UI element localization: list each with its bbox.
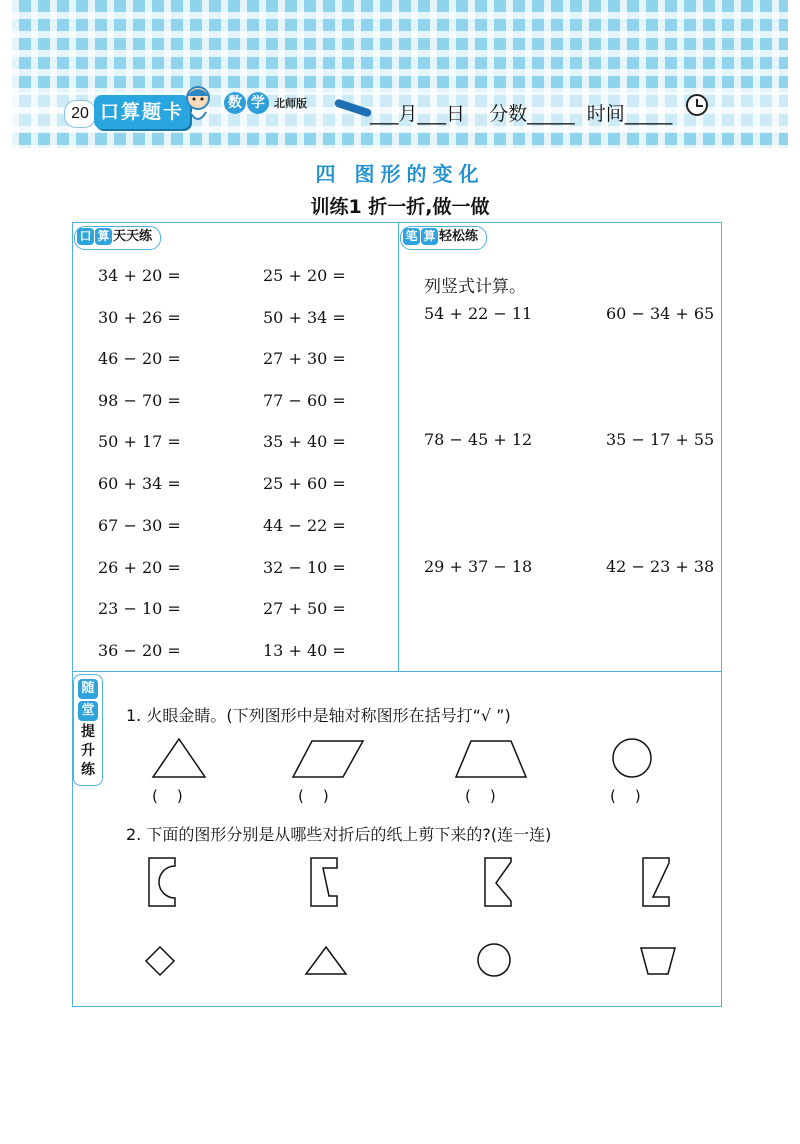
oral-equation: 50 + 34 = [263, 308, 346, 327]
practice-tag [73, 674, 103, 786]
written-problem: 42 − 23 + 38 [606, 557, 715, 576]
oral-equation: 30 + 26 = [98, 308, 181, 327]
half-triangle-cut-icon[interactable] [484, 857, 514, 907]
half-slant-cut-icon[interactable] [642, 857, 672, 907]
inverted-trapezoid-icon[interactable] [640, 947, 676, 975]
subject-char: 学 [247, 92, 269, 114]
oral-equation: 44 − 22 = [263, 516, 346, 535]
oral-equation: 46 − 20 = [98, 349, 181, 368]
oral-equation: 50 + 17 = [98, 432, 181, 451]
triangle-icon[interactable] [305, 946, 347, 976]
triangle-icon [152, 738, 206, 778]
written-practice-tag [400, 226, 487, 250]
written-problem: 35 − 17 + 55 [606, 430, 715, 449]
mascot-icon [180, 82, 216, 126]
written-instruction: 列竖式计算。 [424, 277, 526, 297]
oral-equation: 34 + 20 = [98, 266, 181, 285]
diamond-icon[interactable] [145, 946, 175, 976]
clock-icon [686, 94, 708, 116]
oral-equation: 25 + 60 = [263, 474, 346, 493]
section-title: 训练1 折一折,做一做 [310, 196, 490, 218]
tag-char: 练 [81, 762, 95, 778]
answer-parentheses[interactable]: ( ) [152, 787, 183, 805]
oral-equation: 36 − 20 = [98, 641, 181, 660]
tag-box-char: 随 [78, 679, 98, 699]
circle-icon[interactable] [477, 943, 511, 977]
answer-parentheses[interactable]: ( ) [610, 787, 641, 805]
tag-char: 提 [81, 724, 95, 740]
oral-equation: 25 + 20 = [263, 266, 346, 285]
answer-parentheses[interactable]: ( ) [465, 787, 496, 805]
oral-equation: 27 + 50 = [263, 599, 346, 618]
trapezoid-icon [455, 740, 527, 778]
oral-practice-tag [74, 226, 161, 250]
tag-box-char: 算 [421, 228, 438, 245]
half-circle-cut-icon[interactable] [148, 857, 178, 907]
oral-equation: 26 + 20 = [98, 558, 181, 577]
tag-box-char: 堂 [78, 701, 98, 721]
tag-box-char: 笔 [403, 228, 420, 245]
written-problem: 60 − 34 + 65 [606, 304, 715, 323]
question-2: 2. 下面的图形分别是从哪些对折后的纸上剪下来的?(连一连) [126, 825, 552, 844]
oral-equation: 77 − 60 = [263, 391, 346, 410]
circle-icon [612, 738, 652, 778]
oral-equation: 27 + 30 = [263, 349, 346, 368]
brand-badge: 口算题卡 [94, 95, 190, 129]
edition-label: 北师版 [274, 97, 307, 110]
half-trapezoid-cut-icon[interactable] [310, 857, 340, 907]
subject-badge [224, 92, 307, 122]
oral-equation: 67 − 30 = [98, 516, 181, 535]
oral-equation: 13 + 40 = [263, 641, 346, 660]
written-problem: 54 + 22 − 11 [424, 304, 533, 323]
tag-box-char: 口 [77, 228, 94, 245]
question-1: 1. 火眼金睛。(下列图形中是轴对称图形在括号打“√ ”) [126, 706, 511, 725]
tag-box-char: 算 [95, 228, 112, 245]
subject-char: 数 [224, 92, 246, 114]
oral-equation: 32 − 10 = [263, 558, 346, 577]
written-problem: 78 − 45 + 12 [424, 430, 533, 449]
tag-char: 升 [81, 743, 95, 759]
date-score-time-line: ___月___日 分数_____ 时间_____ [370, 103, 673, 125]
answer-parentheses[interactable]: ( ) [298, 787, 329, 805]
oral-equation: 23 − 10 = [98, 599, 181, 618]
written-problem: 29 + 37 − 18 [424, 557, 533, 576]
oral-equation: 35 + 40 = [263, 432, 346, 451]
oral-equation: 98 − 70 = [98, 391, 181, 410]
page-number: 20 [64, 100, 96, 128]
chapter-title: 四 图形的变化 [315, 162, 485, 186]
tag-text: 天天练 [113, 229, 153, 244]
oral-equation: 60 + 34 = [98, 474, 181, 493]
tag-text: 轻松练 [439, 229, 479, 244]
parallelogram-icon [292, 740, 364, 778]
